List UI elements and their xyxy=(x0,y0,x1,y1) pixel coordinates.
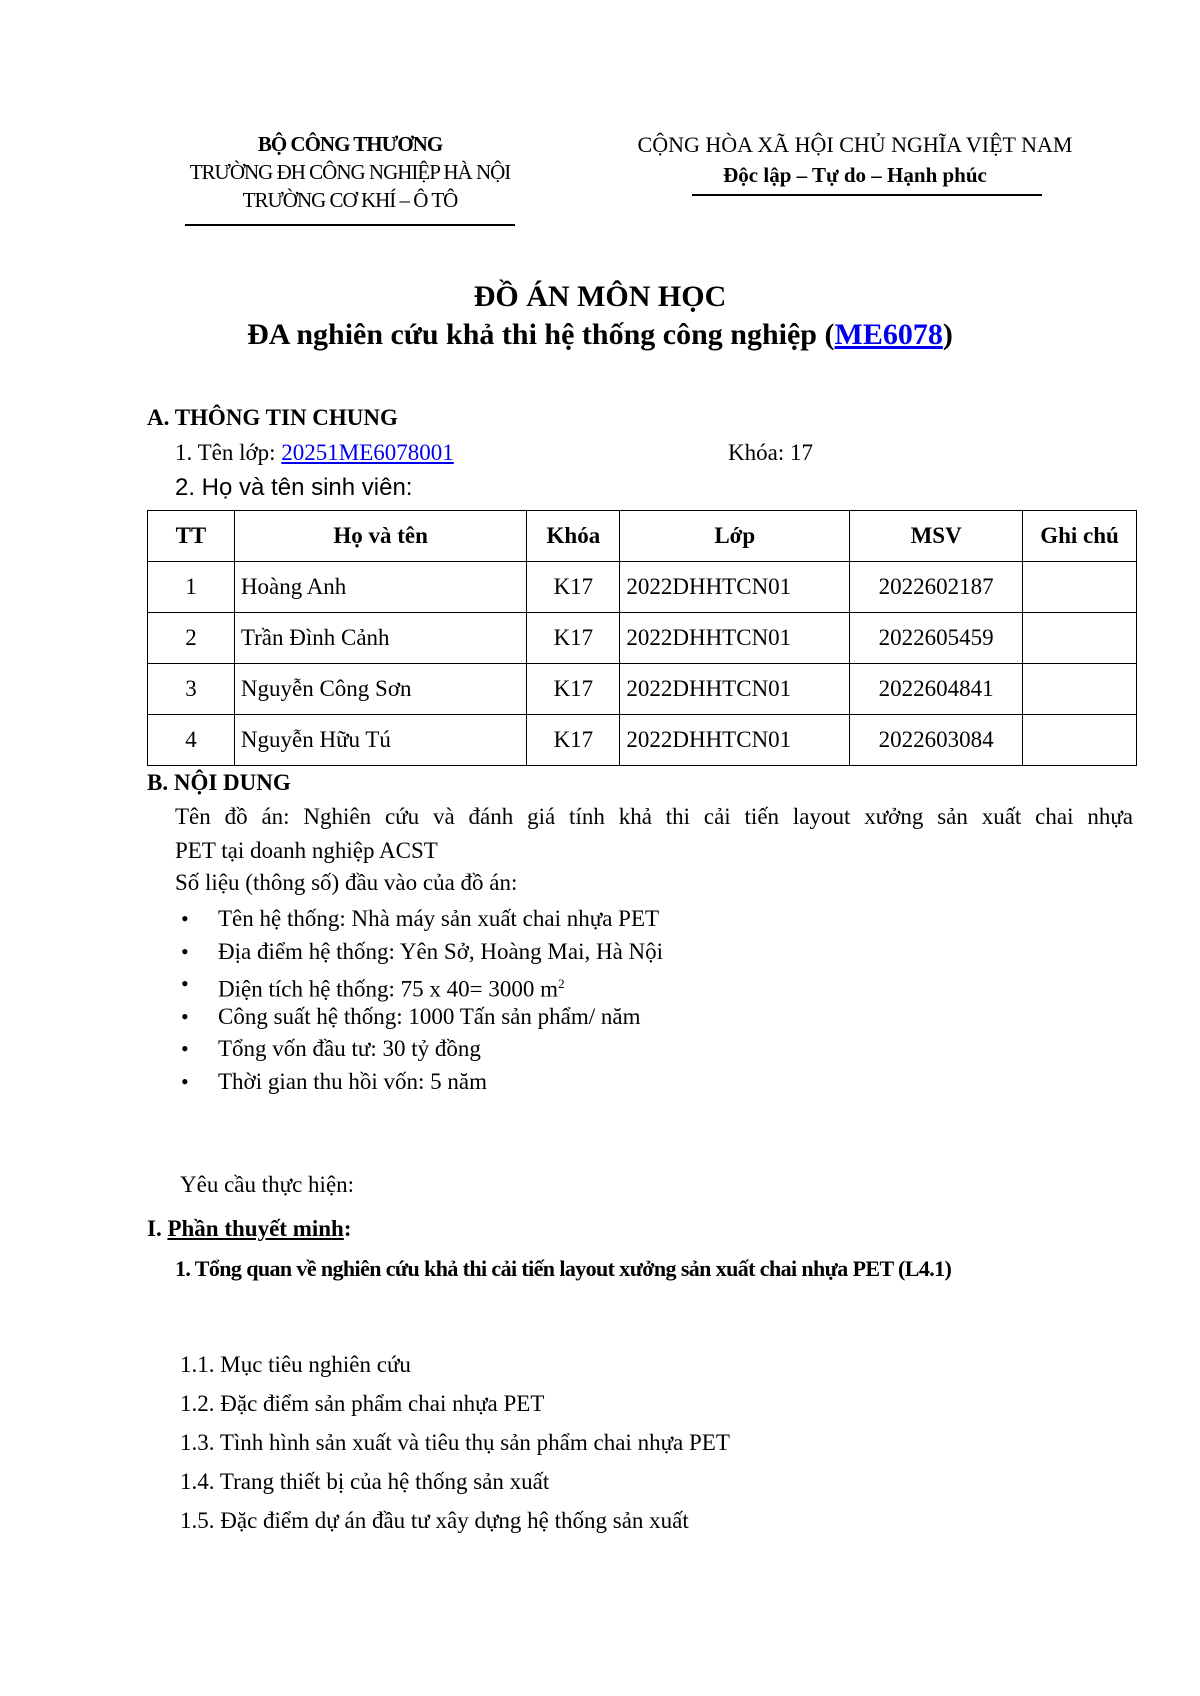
section-a-heading: A. THÔNG TIN CHUNG xyxy=(147,405,398,430)
list-item: • Tên hệ thống: Nhà máy sản xuất chai nhựa PET xyxy=(175,903,663,936)
list-item: • Địa điểm hệ thống: Yên Sở, Hoàng Mai, Hà Nội xyxy=(175,936,663,969)
class-code-link[interactable]: 20251ME6078001 xyxy=(281,440,454,465)
cell-note xyxy=(1023,715,1137,766)
cell-name: Nguyễn Công Sơn xyxy=(234,664,527,715)
cell-tt: 3 xyxy=(148,664,235,715)
inputs-label: Số liệu (thông số) đầu vào của đồ án: xyxy=(175,870,518,895)
col-header-msv: MSV xyxy=(850,511,1023,562)
part-one-colon: : xyxy=(343,1216,352,1241)
list-item xyxy=(175,968,663,1001)
cell-note xyxy=(1023,664,1137,715)
ministry-name: BỘ CÔNG THƯƠNG xyxy=(257,132,443,156)
subtitle-close: ) xyxy=(942,318,953,351)
cell-class: 2022DHHTCN01 xyxy=(620,562,850,613)
header-right-rule xyxy=(692,194,1042,196)
class-label: 1. Tên lớp: xyxy=(175,440,282,465)
students-label: 2. Họ và tên sinh viên: xyxy=(175,474,413,501)
course-year: Khóa: 17 xyxy=(728,440,813,465)
cell-name: Hoàng Anh xyxy=(234,562,527,613)
document-title: ĐỒ ÁN MÔN HỌC xyxy=(473,280,727,313)
cell-tt: 2 xyxy=(148,613,235,664)
toc-item-1-4: 1.4. Trang thiết bị của hệ thống sản xuất xyxy=(180,1469,550,1494)
list-item: • Công suất hệ thống: 1000 Tấn sản phẩm/ năm xyxy=(175,1001,663,1034)
table-header-row xyxy=(148,511,1137,562)
national-title: CỘNG HÒA XÃ HỘI CHỦ NGHĨA VIỆT NAM xyxy=(637,132,1073,157)
header-left-rule xyxy=(185,224,515,226)
list-item: • Thời gian thu hồi vốn: 5 năm xyxy=(175,1066,663,1099)
cell-msv: 2022603084 xyxy=(850,715,1023,766)
col-header-course: Khóa xyxy=(527,511,620,562)
document-subtitle xyxy=(0,318,1200,352)
university-name: TRƯỜNG ĐH CÔNG NGHIỆP HÀ NỘI xyxy=(189,160,511,184)
area-text: Diện tích hệ thống: 75 x 40= 3000 m xyxy=(218,976,559,1002)
cell-class: 2022DHHTCN01 xyxy=(620,664,850,715)
col-header-class: Lớp xyxy=(620,511,850,562)
area-superscript: 2 xyxy=(558,976,565,991)
requirements-label: Yêu cầu thực hiện: xyxy=(180,1172,355,1197)
cell-course: K17 xyxy=(527,613,620,664)
cell-tt: 1 xyxy=(148,562,235,613)
toc-item-1-3: 1.3. Tình hình sản xuất và tiêu thụ sản phẩm chai nhựa PET xyxy=(180,1430,730,1455)
section-b-heading: B. NỘI DUNG xyxy=(147,770,291,795)
part-one-number: I. xyxy=(147,1216,168,1241)
overview-heading: 1. Tổng quan về nghiên cứu khả thi cải tiến layout xưởng sản xuất chai nhựa PET (L4.1) xyxy=(175,1256,952,1281)
cell-tt: 4 xyxy=(148,715,235,766)
cell-msv: 2022605459 xyxy=(850,613,1023,664)
part-one-title: Phần thuyết minh xyxy=(167,1216,344,1241)
toc-item-1-5: 1.5. Đặc điểm dự án đầu tư xây dựng hệ thống sản xuất xyxy=(180,1508,689,1533)
cell-class: 2022DHHTCN01 xyxy=(620,613,850,664)
table-row xyxy=(148,664,1137,715)
cell-msv: 2022604841 xyxy=(850,664,1023,715)
subtitle-text: ĐA nghiên cứu khả thi hệ thống công nghiệp ( xyxy=(247,318,835,351)
table-row xyxy=(148,562,1137,613)
cell-course: K17 xyxy=(527,715,620,766)
table-row xyxy=(148,715,1137,766)
cell-note xyxy=(1023,613,1137,664)
col-header-tt: TT xyxy=(148,511,235,562)
toc-item-1-2: 1.2. Đặc điểm sản phẩm chai nhựa PET xyxy=(180,1391,545,1416)
col-header-name: Họ và tên xyxy=(234,511,527,562)
cell-msv: 2022602187 xyxy=(850,562,1023,613)
input-parameters-list xyxy=(175,903,663,1098)
cell-course: K17 xyxy=(527,562,620,613)
national-motto: Độc lập – Tự do – Hạnh phúc xyxy=(723,163,987,187)
cell-note xyxy=(1023,562,1137,613)
cell-name: Trần Đình Cảnh xyxy=(234,613,527,664)
toc-item-1-1: 1.1. Mục tiêu nghiên cứu xyxy=(180,1352,411,1377)
cell-class: 2022DHHTCN01 xyxy=(620,715,850,766)
school-name: TRƯỜNG CƠ KHÍ – Ô TÔ xyxy=(242,188,458,212)
class-name-line xyxy=(175,440,454,466)
cell-name: Nguyễn Hữu Tú xyxy=(234,715,527,766)
list-item: • Tổng vốn đầu tư: 30 tỷ đồng xyxy=(175,1033,663,1066)
table-row xyxy=(148,613,1137,664)
part-one-heading xyxy=(147,1216,352,1242)
header-ministry-block xyxy=(170,130,530,226)
students-table xyxy=(147,510,1137,766)
cell-course: K17 xyxy=(527,664,620,715)
project-title-line2: PET tại doanh nghiệp ACST xyxy=(175,838,438,863)
col-header-note: Ghi chú xyxy=(1023,511,1137,562)
project-title-line1: Tên đồ án: Nghiên cứu và đánh giá tính khả thi cải tiến layout xưởng sản xuất chai nhựa xyxy=(175,804,1133,829)
course-code-link[interactable]: ME6078 xyxy=(834,318,943,351)
header-national-block xyxy=(620,130,1090,196)
